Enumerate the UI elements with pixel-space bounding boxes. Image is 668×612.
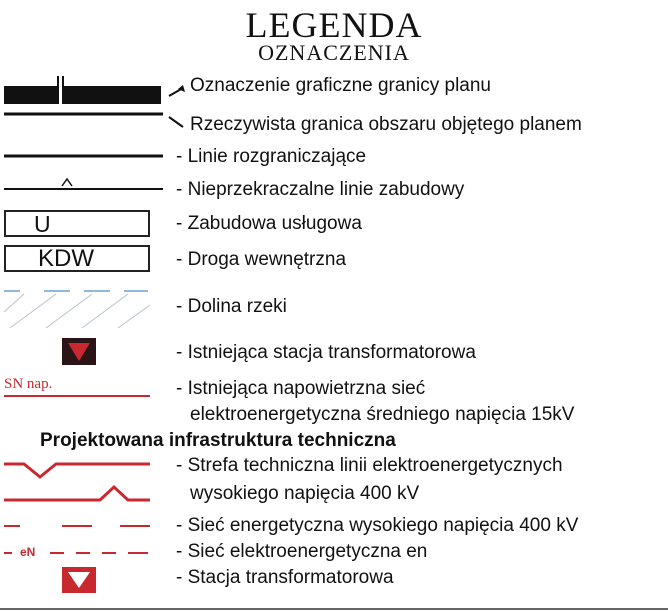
legend-label-actual-boundary: Rzeczywista granica obszaru objętego planem (190, 114, 582, 135)
legend-label-road: - Droga wewnętrzna (176, 249, 347, 270)
box-symbol-kdw: KDW (4, 245, 150, 272)
legend-label-demarcation: - Linie rozgraniczające (176, 146, 367, 167)
legend-label-overhead-line: - Istniejąca napowietrzna sieć (176, 378, 426, 399)
legend-label-existing-transformer: - Istniejąca stacja transformatorowa (176, 342, 476, 363)
existing-transformer-symbol (62, 338, 96, 365)
en-label: eN (20, 545, 36, 559)
box-symbol-u: U (4, 210, 150, 237)
legend-subtitle: OZNACZENIA (258, 40, 410, 65)
legend-label-en-network: - Sieć elektroenergetyczna en (176, 541, 428, 562)
legend-label-building-line: - Nieprzekraczalne linie zabudowy (176, 179, 465, 200)
legend-label-service: - Zabudowa usługowa (176, 213, 362, 234)
legend-label-technical-zone-cont: wysokiego napięcia 400 kV (190, 483, 420, 504)
technical-zone-symbol (4, 464, 150, 500)
actual-boundary-symbol (4, 114, 183, 127)
sn-nap-label: SN nap. (4, 376, 53, 392)
building-line-symbol (4, 179, 163, 189)
projected-section-heading: Projektowana infrastruktura techniczna (40, 430, 396, 451)
projected-transformer-symbol (62, 567, 96, 593)
plan-boundary-symbol (4, 76, 185, 104)
legend-title: LEGENDA (245, 5, 423, 45)
legend-label-technical-zone: - Strefa techniczna linii elektroenergetycznych (176, 455, 563, 476)
legend-label-river: - Dolina rzeki (176, 296, 287, 317)
legend-label-projected-transformer: - Stacja transformatorowa (176, 567, 394, 588)
river-hatch-symbol (4, 291, 150, 328)
legend-label-overhead-line-cont: elektroenergetyczna średniego napięcia 15kV (190, 404, 575, 425)
legend-label-hv-network: - Sieć energetyczna wysokiego napięcia 400 kV (176, 515, 579, 536)
legend-label-plan-boundary: Oznaczenie graficzne granicy planu (190, 75, 492, 96)
